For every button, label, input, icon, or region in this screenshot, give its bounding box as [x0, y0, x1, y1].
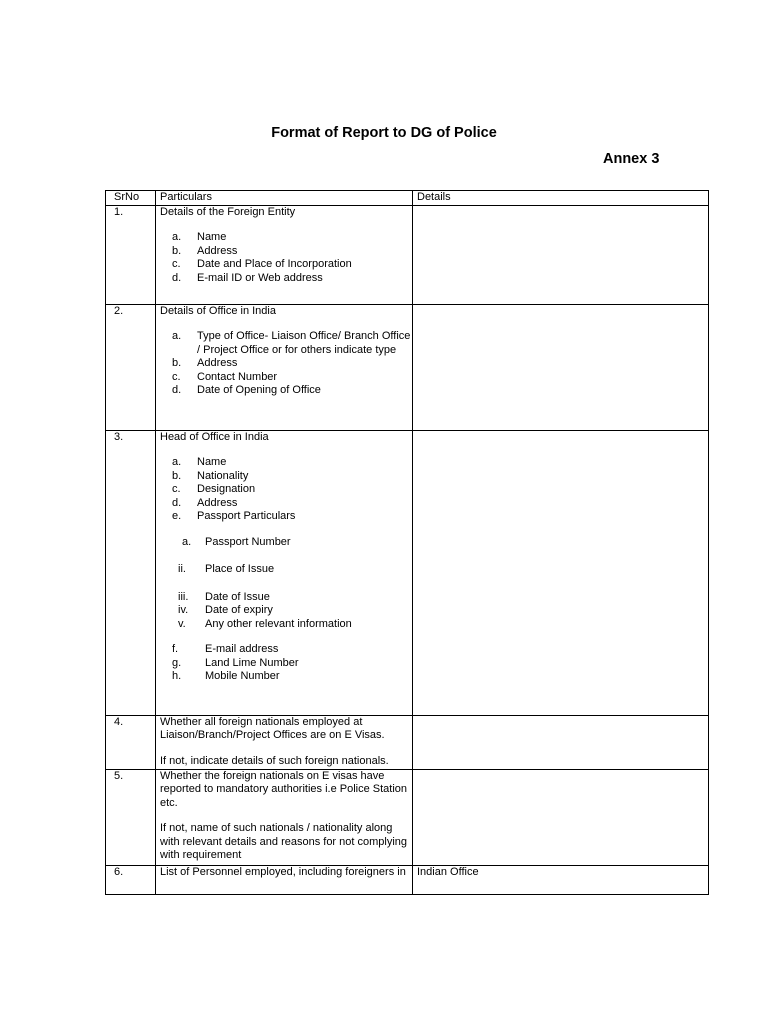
table-header-row — [106, 191, 709, 206]
table-row — [106, 430, 709, 715]
table-row — [106, 769, 709, 865]
list-item: b. Nationality — [172, 469, 249, 482]
list-item: h. Mobile Number — [172, 670, 280, 682]
details-cell — [413, 769, 709, 865]
annex-label: Annex 3 — [603, 151, 660, 167]
list-item: c. Date and Place of Incorporation — [172, 258, 352, 270]
sub-list-item: iv. Date of expiry — [178, 604, 273, 616]
details-cell — [413, 304, 709, 430]
question-text: Whether all foreign nationals employed at Liaison/Branch/Project Offices are on E Visas. — [160, 715, 385, 741]
list-item: d. E-mail ID or Web address — [172, 271, 323, 284]
row-number: 3. — [106, 430, 156, 715]
row-number: 5. — [106, 769, 156, 865]
row-heading: Details of Office in India — [160, 304, 276, 317]
row-heading: Head of Office in India — [160, 430, 269, 443]
document-title: Format of Report to DG of Police — [271, 125, 497, 141]
particulars-cell — [156, 205, 413, 304]
row-number: 4. — [106, 715, 156, 769]
sub-list-item: v. Any other relevant information — [178, 617, 352, 630]
list-item: d. Date of Opening of Office — [172, 384, 321, 396]
list-item: a. Type of Office- Liaison Office/ Branch Office / Project Office or for others indicate type — [172, 330, 411, 356]
row-number: 2. — [106, 304, 156, 430]
row-number: 6. — [106, 865, 156, 894]
list-item: a. Name — [172, 231, 227, 243]
followup-text: If not, indicate details of such foreign nationals. — [160, 754, 389, 767]
particulars-cell — [156, 430, 413, 715]
list-item: b. Address — [172, 357, 238, 369]
table-row — [106, 715, 709, 769]
row-heading: Details of the Foreign Entity — [160, 205, 296, 218]
list-item: e. Passport Particulars — [172, 510, 296, 522]
details-cell — [413, 430, 709, 715]
details-cell — [413, 205, 709, 304]
list-item: f. E-mail address — [172, 643, 279, 655]
details-cell — [413, 715, 709, 769]
list-item: b. Address — [172, 244, 238, 257]
report-table — [105, 190, 709, 895]
list-item: d. Address — [172, 496, 238, 509]
row-number: 1. — [106, 205, 156, 304]
table-row — [106, 304, 709, 430]
particulars-cell — [156, 304, 413, 430]
list-item: c. Contact Number — [172, 370, 278, 383]
header-particulars: Particulars — [156, 191, 413, 206]
particulars-cell: List of Personnel employed, including foreigners in — [156, 865, 413, 894]
header-srno: SrNo — [106, 191, 156, 206]
sub-list-item: iii. Date of Issue — [178, 590, 270, 603]
header-details: Details — [413, 191, 709, 206]
particulars-cell — [156, 715, 413, 769]
list-item: g. Land Lime Number — [172, 656, 299, 669]
table-row — [106, 865, 709, 894]
particulars-cell — [156, 769, 413, 865]
sub-list-item: ii. Place of Issue — [178, 563, 275, 575]
sub-list-item: a. Passport Number — [182, 535, 291, 548]
details-cell: Indian Office — [413, 865, 709, 894]
list-item: c. Designation — [172, 483, 256, 495]
followup-text: If not, name of such nationals / nationality along with relevant details and reasons for not complying with requirement — [160, 822, 408, 861]
table-row — [106, 205, 709, 304]
question-text: Whether the foreign nationals on E visas have reported to mandatory authorities i.e Police Station etc. — [160, 769, 408, 809]
list-item: a. Name — [172, 456, 227, 468]
